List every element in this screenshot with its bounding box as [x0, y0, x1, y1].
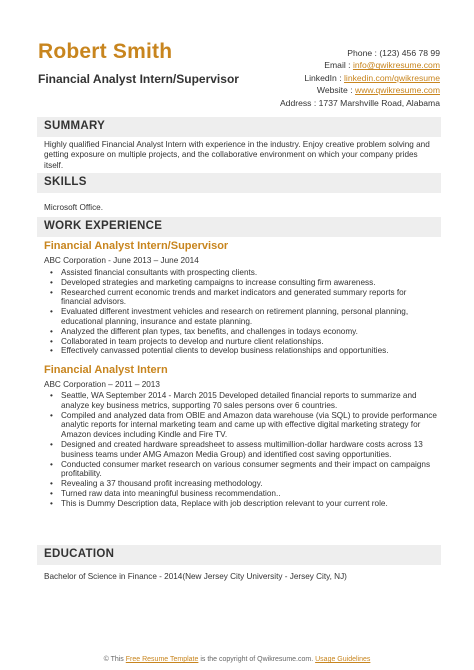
footer-middle: is the copyright of Qwikresume.com. [200, 656, 314, 663]
linkedin-label: LinkedIn : [304, 72, 342, 83]
list-item: • Analyzed the different plan types, tax benefits, and challenges in todays economy. [50, 327, 438, 337]
education-section-header [37, 545, 441, 565]
job-bullets-1 [50, 268, 438, 356]
experience-heading: WORK EXPERIENCE [44, 220, 163, 232]
list-item: • Designed and created hardware spreadsheet to assess multimillion-dollar hardware costs across 13 business teams under AMG Amazon Media Group) and identified cost saving opportunities. [50, 440, 438, 460]
education-heading: EDUCATION [44, 548, 115, 560]
experience-section-header [37, 217, 441, 237]
phone-label: Phone : [347, 48, 377, 58]
list-item: • Collaborated in team projects to develop and nurture client relationships. [50, 337, 438, 347]
job-title-2: Financial Analyst Intern [44, 364, 168, 376]
job-bullets-2 [50, 391, 438, 509]
address-value: 1737 Marshville Road, Alabama [318, 97, 440, 108]
website-label: Website : [316, 85, 353, 96]
footer [0, 656, 474, 663]
list-item: • This is Dummy Description data, Replace with job description relevant to your current role. [50, 499, 438, 509]
job-title-1: Financial Analyst Intern/Supervisor [44, 240, 229, 252]
contact-address [220, 97, 440, 109]
skills-section-header [37, 173, 441, 193]
contact-email [220, 59, 440, 71]
footer-prefix: © This [103, 656, 124, 663]
contact-block [220, 47, 440, 109]
job-company-1: ABC Corporation - June 2013 – June 2014 [44, 256, 199, 265]
list-item: • Effectively canvassed potential clients to develop business relationships and opportunities. [50, 346, 438, 356]
list-item: • Assisted financial consultants with prospecting clients. [50, 268, 438, 278]
free-resume-template-link[interactable]: Free Resume Template [125, 656, 199, 663]
summary-section-header [37, 117, 441, 137]
skills-text: Microsoft Office. [44, 203, 103, 212]
candidate-title: Financial Analyst Intern/Supervisor [38, 72, 239, 86]
summary-heading: SUMMARY [44, 120, 106, 132]
skills-heading: SKILLS [44, 176, 87, 188]
list-item: • Turned raw data into meaningful business recommendation.. [50, 489, 438, 499]
email-link[interactable]: info@qwikresume.com [352, 60, 440, 71]
summary-text: Highly qualified Financial Analyst Intern with experience in the industry. Enjoy creative problem solving and getting exposure on multiple projects, and the collaborative environment on which your company prides itself. [44, 140, 430, 170]
list-item: • Researched current economic trends and market indicators and generated summary reports for financial advisors. [50, 288, 438, 308]
job-company-2: ABC Corporation – 2011 – 2013 [44, 380, 160, 389]
email-label: Email : [324, 60, 351, 71]
linkedin-link[interactable]: linkedin.com/qwikresume [344, 72, 440, 83]
list-item: • Seattle, WA September 2014 - March 2015 Developed detailed financial reports to summarize and analyze key business metrics, supporting 70 sales persons over 6 countries. [50, 391, 438, 411]
contact-linkedin [220, 72, 440, 84]
contact-website [220, 84, 440, 96]
candidate-name: Robert Smith [38, 40, 173, 63]
phone-value: (123) 456 78 99 [379, 48, 440, 58]
address-label: Address : [279, 97, 317, 108]
list-item: • Revealing a 37 thousand profit increasing methodology. [50, 479, 438, 489]
list-item: • Conducted consumer market research on various consumer segments and their impact on campaigns profitability. [50, 460, 438, 480]
list-item: • Developed strategies and marketing campaigns to increase consulting firm awareness. [50, 278, 438, 288]
contact-phone [220, 47, 440, 59]
website-link[interactable]: www.qwikresume.com [354, 85, 440, 96]
usage-guidelines-link[interactable]: Usage Guidelines [315, 656, 371, 663]
list-item: • Compiled and analyzed data from OBIE and Amazon data warehouse (via SQL) to provide performance analytic reports for internal marketing team and came up with effective digital marketing strategy for Amazon devices including Kindle and Fire TV. [50, 411, 438, 440]
education-text: Bachelor of Science in Finance - 2014(New Jersey City University - Jersey City, NJ) [44, 572, 347, 581]
list-item: • Evaluated different investment vehicles and research on retirement planning, personal planning, educational planning, insurance and estate planning. [50, 307, 438, 327]
